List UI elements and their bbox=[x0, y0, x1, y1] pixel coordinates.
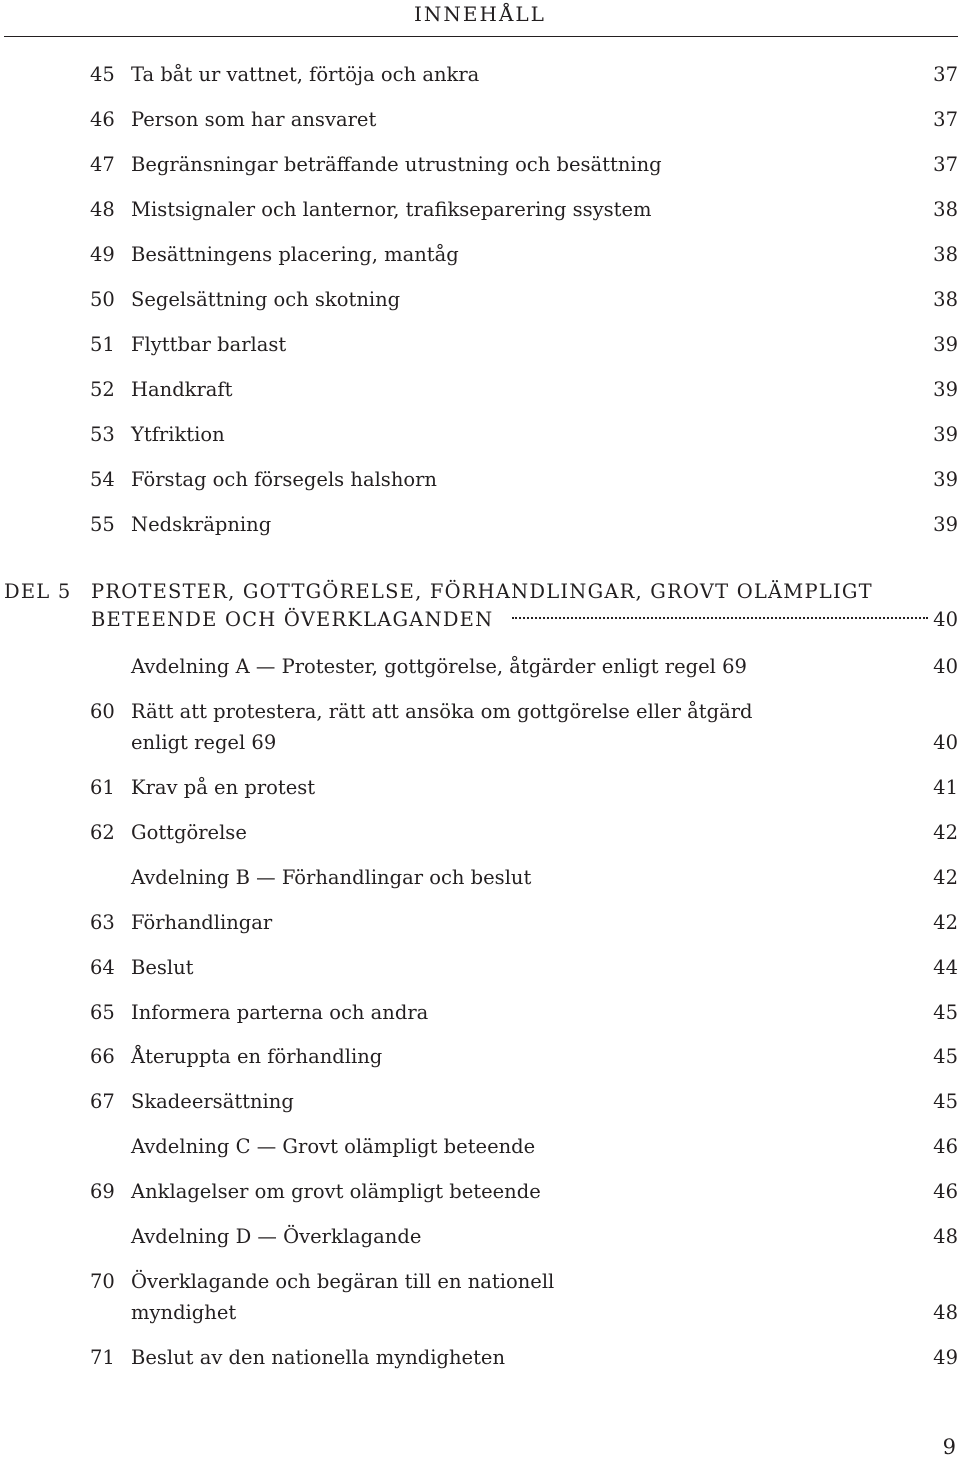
entry-title-continued: myndighet bbox=[131, 1301, 237, 1324]
entry-title: Gottgörelse bbox=[131, 821, 247, 844]
entry-title: Avdelning D — Överklagande bbox=[131, 1225, 422, 1248]
part-title-line1: PROTESTER, GOTTGÖRELSE, FÖRHANDLINGAR, GROVT OLÄMPLIGT bbox=[91, 580, 873, 603]
entry-number: 54 bbox=[90, 468, 115, 491]
entry-title: Beslut bbox=[131, 956, 194, 979]
entry-page: 42 bbox=[933, 866, 958, 889]
entry-page: 38 bbox=[933, 243, 958, 266]
entry-page: 41 bbox=[933, 776, 958, 799]
entry-title: Avdelning C — Grovt olämpligt beteende bbox=[131, 1135, 536, 1158]
entry-title: Avdelning A — Protester, gottgörelse, åtgärder enligt regel 69 bbox=[131, 655, 747, 678]
entry-page: 46 bbox=[933, 1180, 958, 1203]
entry-number: 49 bbox=[90, 243, 115, 266]
entry-page: 44 bbox=[933, 956, 958, 979]
entry-title: Person som har ansvaret bbox=[131, 108, 377, 131]
entry-title: Mistsignaler och lanternor, trafikseparering ssystem bbox=[131, 198, 652, 221]
entry-number: 45 bbox=[90, 63, 115, 86]
entry-title: Segelsättning och skotning bbox=[131, 288, 401, 311]
dot-leader bbox=[512, 617, 928, 619]
entry-page: 39 bbox=[933, 333, 958, 356]
entry-title: Krav på en protest bbox=[131, 776, 316, 799]
entry-page: 39 bbox=[933, 513, 958, 536]
entry-page: 48 bbox=[933, 1225, 958, 1248]
entry-title: Informera parterna och andra bbox=[131, 1001, 429, 1024]
page-number: 9 bbox=[942, 1435, 956, 1459]
entry-page: 37 bbox=[933, 108, 958, 131]
entry-title: Nedskräpning bbox=[131, 513, 272, 536]
entry-number: 55 bbox=[90, 513, 115, 536]
entry-title: Återuppta en förhandling bbox=[131, 1045, 383, 1068]
entry-number: 69 bbox=[90, 1180, 115, 1203]
entry-title: Anklagelser om grovt olämpligt beteende bbox=[131, 1180, 541, 1203]
entry-page: 42 bbox=[933, 911, 958, 934]
entry-title: Skadeersättning bbox=[131, 1090, 294, 1113]
entry-page: 42 bbox=[933, 821, 958, 844]
entry-page: 45 bbox=[933, 1090, 958, 1113]
part-page: 40 bbox=[933, 608, 958, 631]
entry-page: 39 bbox=[933, 468, 958, 491]
entry-number: 65 bbox=[90, 1001, 115, 1024]
entry-number: 67 bbox=[90, 1090, 115, 1113]
part-label: DEL 5 bbox=[4, 580, 72, 603]
entry-title: Överklagande och begäran till en nationell bbox=[131, 1270, 555, 1293]
entry-title: Förstag och försegels halshorn bbox=[131, 468, 437, 491]
entry-page: 45 bbox=[933, 1001, 958, 1024]
entry-page: 40 bbox=[933, 655, 958, 678]
entry-title: Beslut av den nationella myndigheten bbox=[131, 1346, 506, 1369]
entry-page: 38 bbox=[933, 198, 958, 221]
entry-title: Flyttbar barlast bbox=[131, 333, 287, 356]
part-title-line2: BETEENDE OCH ÖVERKLAGANDEN bbox=[91, 608, 494, 631]
entry-page: 46 bbox=[933, 1135, 958, 1158]
entry-number: 50 bbox=[90, 288, 115, 311]
entry-page: 49 bbox=[933, 1346, 958, 1369]
entry-page: 39 bbox=[933, 378, 958, 401]
entry-title: Förhandlingar bbox=[131, 911, 273, 934]
entry-number: 46 bbox=[90, 108, 115, 131]
entry-number: 66 bbox=[90, 1045, 115, 1068]
entry-number: 70 bbox=[90, 1270, 115, 1293]
entry-title: Rätt att protestera, rätt att ansöka om gottgörelse eller åtgärd bbox=[131, 700, 753, 723]
entry-number: 47 bbox=[90, 153, 115, 176]
entry-number: 71 bbox=[90, 1346, 115, 1369]
entry-number: 48 bbox=[90, 198, 115, 221]
entry-title: Ytfriktion bbox=[131, 423, 225, 446]
entry-number: 52 bbox=[90, 378, 115, 401]
entry-page: 38 bbox=[933, 288, 958, 311]
entry-title: Ta båt ur vattnet, förtöja och ankra bbox=[131, 63, 480, 86]
entry-number: 51 bbox=[90, 333, 115, 356]
entry-number: 60 bbox=[90, 700, 115, 723]
entry-page: 37 bbox=[933, 153, 958, 176]
entry-title-continued: enligt regel 69 bbox=[131, 731, 277, 754]
entry-number: 64 bbox=[90, 956, 115, 979]
entry-page: 48 bbox=[933, 1301, 958, 1324]
entry-title: Begränsningar beträffande utrustning och besättning bbox=[131, 153, 662, 176]
header-title: INNEHÅLL bbox=[414, 2, 546, 26]
entry-title: Besättningens placering, mantåg bbox=[131, 243, 459, 266]
entry-number: 61 bbox=[90, 776, 115, 799]
entry-page: 37 bbox=[933, 63, 958, 86]
entry-number: 63 bbox=[90, 911, 115, 934]
entry-page: 39 bbox=[933, 423, 958, 446]
entry-number: 62 bbox=[90, 821, 115, 844]
entry-page: 40 bbox=[933, 731, 958, 754]
entry-title: Avdelning B — Förhandlingar och beslut bbox=[131, 866, 532, 889]
entry-page: 45 bbox=[933, 1045, 958, 1068]
entry-number: 53 bbox=[90, 423, 115, 446]
entry-title: Handkraft bbox=[131, 378, 233, 401]
